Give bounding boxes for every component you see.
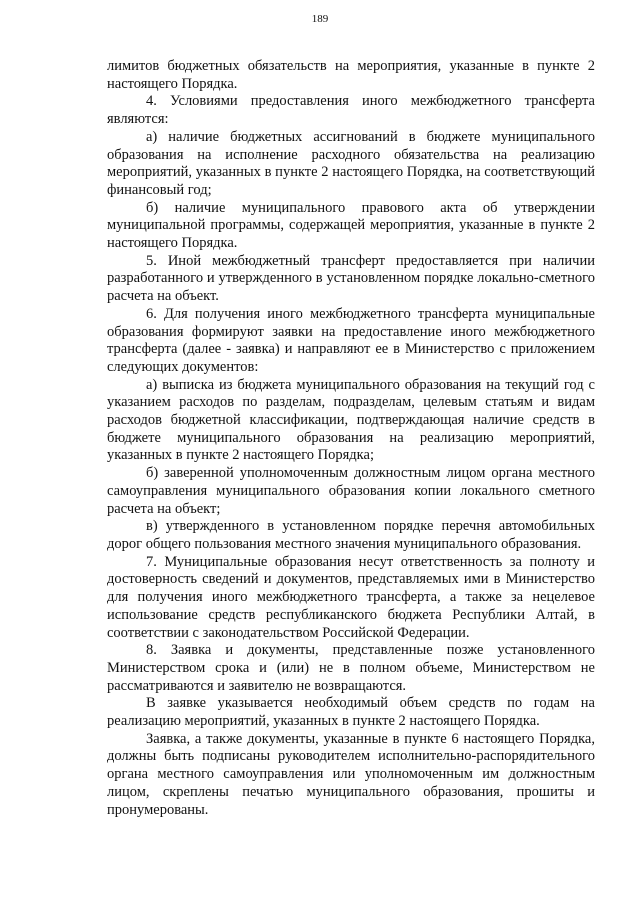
paragraph-clause-4a: а) наличие бюджетных ассигнований в бюджете муниципального образования на исполнение расходного обязательства на реализацию мероприятий, указанных в пункте 2 настоящего Порядка, на соответствующий финансовый год; — [107, 128, 595, 198]
paragraph-clause-4b: б) наличие муниципального правового акта об утверждении муниципальной программы, содержащей мероприятия, указанные в пункте 2 настоящего Порядка. — [107, 199, 595, 252]
page-number: 189 — [311, 13, 329, 25]
paragraph-continuation: лимитов бюджетных обязательств на мероприятия, указанные в пункте 2 настоящего Порядка. — [107, 58, 595, 92]
paragraph-clause-8-signature: Заявка, а также документы, указанные в пункте 6 настоящего Порядка, должны быть подписаны руководителем исполнительно-распорядительного органа местного самоуправления или уполномоченным им должностным лицом, скреплены печатью муниципального образования, прошиты и пронумерованы. — [107, 730, 595, 818]
paragraph-clause-5: 5. Иной межбюджетный трансферт предоставляется при наличии разработанного и утвержденного в установленном порядке локально-сметного расчета на объект. — [107, 252, 595, 305]
paragraph-clause-6b: б) заверенной уполномоченным должностным лицом органа местного самоуправления муниципального образования копии локального сметного расчета на объект; — [107, 465, 595, 517]
paragraph-clause-6: 6. Для получения иного межбюджетного трансферта муниципальные образования формируют заявки на предоставление иного межбюджетного трансферта (далее - заявка) и направляют ее в Министерство с приложением следующих документов: — [107, 305, 595, 375]
paragraph-clause-6c: в) утвержденного в установленном порядке перечня автомобильных дорог общего пользования местного значения муниципального образования. — [107, 518, 595, 552]
document-body — [107, 58, 595, 819]
paragraph-clause-8: 8. Заявка и документы, представленные позже установленного Министерством срока и (или) не в полном объеме, Министерством не рассматриваются и заявителю не возвращаются. — [107, 642, 595, 694]
paragraph-clause-6a: а) выписка из бюджета муниципального образования на текущий год с указанием расходов по разделам, подразделам, целевым статьям и видам расходов бюджетной классификации, подтверждающая наличие средств в бюджете муниципального образования на реализацию мероприятий, указанных в пункте 2 настоящего Порядка; — [107, 376, 595, 464]
paragraph-clause-4: 4. Условиями предоставления иного межбюджетного трансферта являются: — [107, 93, 595, 128]
paragraph-clause-8-volume: В заявке указывается необходимый объем средств по годам на реализацию мероприятий, указанных в пункте 2 настоящего Порядка. — [107, 695, 595, 730]
paragraph-clause-7: 7. Муниципальные образования несут ответственность за полноту и достоверность сведений и документов, представляемых ими в Министерство для получения иного межбюджетного трансферта, а также за нецелевое использование средств республиканского бюджета Республики Алтай, в соответствии с законодательством Российской Федерации. — [107, 553, 595, 641]
